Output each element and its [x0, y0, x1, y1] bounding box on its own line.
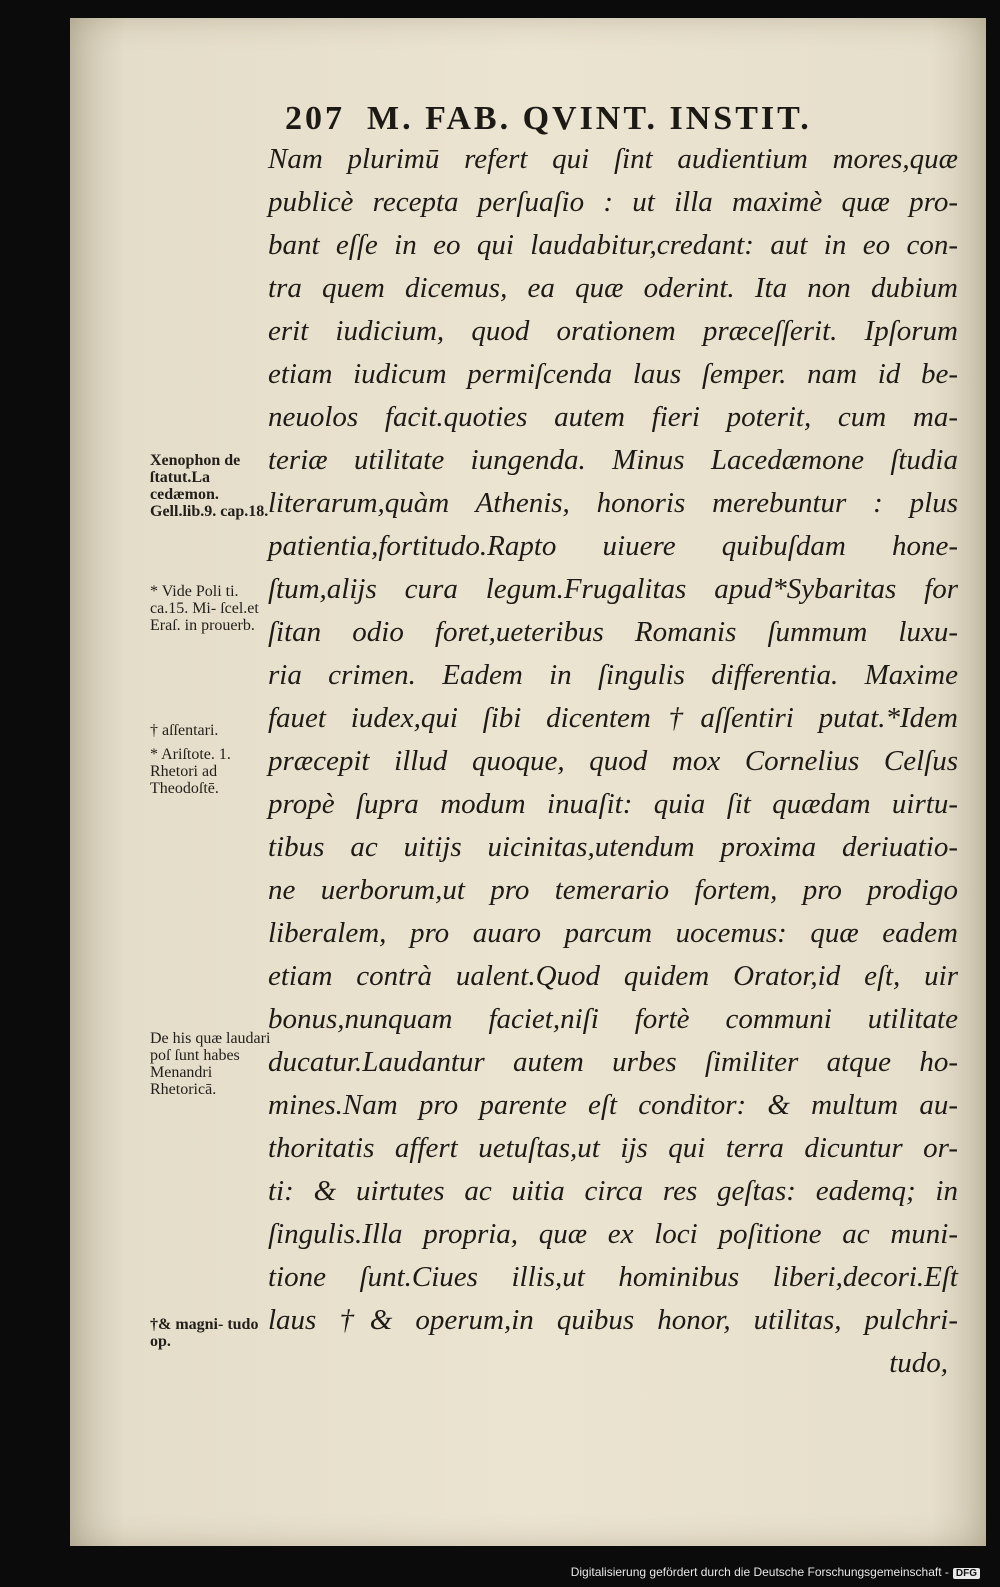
text-line: tibus ac uitijs uicinitas,utendum proxima deriuatio- [268, 831, 958, 863]
margin-note: † aſſentari. [150, 722, 219, 739]
text-line: ſingulis.Illa propria, quæ ex loci poſitione ac muni- [268, 1218, 958, 1250]
text-line: teriæ utilitate iungenda. Minus Lacedæmone ſtudia [268, 444, 958, 476]
text-line: etiam iudicum permiſcenda laus ſemper. nam id be- [268, 358, 958, 390]
text-line: patientia,fortitudo.Rapto uiuere quibuſdam hone- [268, 530, 958, 562]
page-number: 207 [285, 100, 345, 137]
running-title: M. FAB. QVINT. INSTIT. [367, 100, 812, 137]
dfg-logo: DFG [953, 1568, 980, 1579]
text-line: publicè recepta perſuaſio : ut illa maximè quæ pro- [268, 186, 958, 218]
text-line: tione ſunt.Ciues illis,ut hominibus liberi,decori.Eſt [268, 1261, 958, 1293]
text-line: ſitan odio foret,ueteribus Romanis ſummum luxu- [268, 616, 958, 648]
text-line: ſtum,alijs cura legum.Frugalitas apud*Sybaritas for [268, 573, 958, 605]
text-line: ne uerborum,ut pro temerario fortem, pro prodigo [268, 874, 958, 906]
digitization-credit [571, 1565, 980, 1579]
text-line: neuolos facit.quoties autem fieri poterit, cum ma- [268, 401, 958, 433]
text-line: tra quem dicemus, ea quæ oderint. Ita non dubium [268, 272, 958, 304]
margin-note: * Vide Poli ti. ca.15. Mi- ſcel.et Eraſ. in prouerb. [150, 583, 259, 634]
text-line: liberalem, pro auaro parcum uocemus: quæ eadem [268, 917, 958, 949]
text-line: literarum,quàm Athenis, honoris merebuntur : plus [268, 487, 958, 519]
credit-text: Digitalisierung gefördert durch die Deutsche Forschungsgemeinschaft - [570, 1565, 949, 1579]
margin-note: Xenophon de ſtatut.La cedæmon. Gell.lib.9. cap.18. [150, 452, 269, 520]
margin-note: * Ariſtote. 1. Rhetori ad Theodoſtē. [150, 746, 231, 797]
text-line: præcepit illud quoque, quod mox Cornelius Celſus [268, 745, 958, 777]
margin-note: †& magni- tudo op. [150, 1316, 259, 1350]
running-header [285, 100, 812, 138]
text-line: fauet iudex,qui ſibi dicentem†aſſentiri putat.*Idem [268, 702, 958, 734]
text-line: mines.Nam pro parente eſt conditor: & multum au- [268, 1089, 958, 1121]
text-line: ti: & uirtutes ac uitia circa res geſtas: eademq; in [268, 1175, 958, 1207]
margin-note: De his quæ laudari poſ ſunt habes Menandri Rhetoricā. [150, 1030, 271, 1098]
text-line: laus †& operum,in quibus honor, utilitas, pulchri- [268, 1304, 958, 1336]
catchword-line: tudo, [889, 1347, 948, 1379]
main-text [268, 138, 958, 1385]
text-line: bonus,nunquam faciet,niſi fortè communi utilitate [268, 1003, 958, 1035]
text-line: ria crimen. Eadem in ſingulis differentia. Maxime [268, 659, 958, 691]
text-line: etiam contrà ualent.Quod quidem Orator,id eſt, uir [268, 960, 958, 992]
text-line: ducatur.Laudantur autem urbes ſimiliter atque ho- [268, 1046, 958, 1078]
text-line: Nam plurimū refert qui ſint audientium mores,quæ [268, 143, 958, 175]
text-line: bant eſſe in eo qui laudabitur,credant: aut in eo con- [268, 229, 958, 261]
text-line: erit iudicium, quod orationem præceſſerit. Ipſorum [268, 315, 958, 347]
text-line: propè ſupra modum inuaſit: quia ſit quædam uirtu- [268, 788, 958, 820]
text-line: thoritatis affert uetuſtas,ut ijs qui terra dicuntur or- [268, 1132, 958, 1164]
